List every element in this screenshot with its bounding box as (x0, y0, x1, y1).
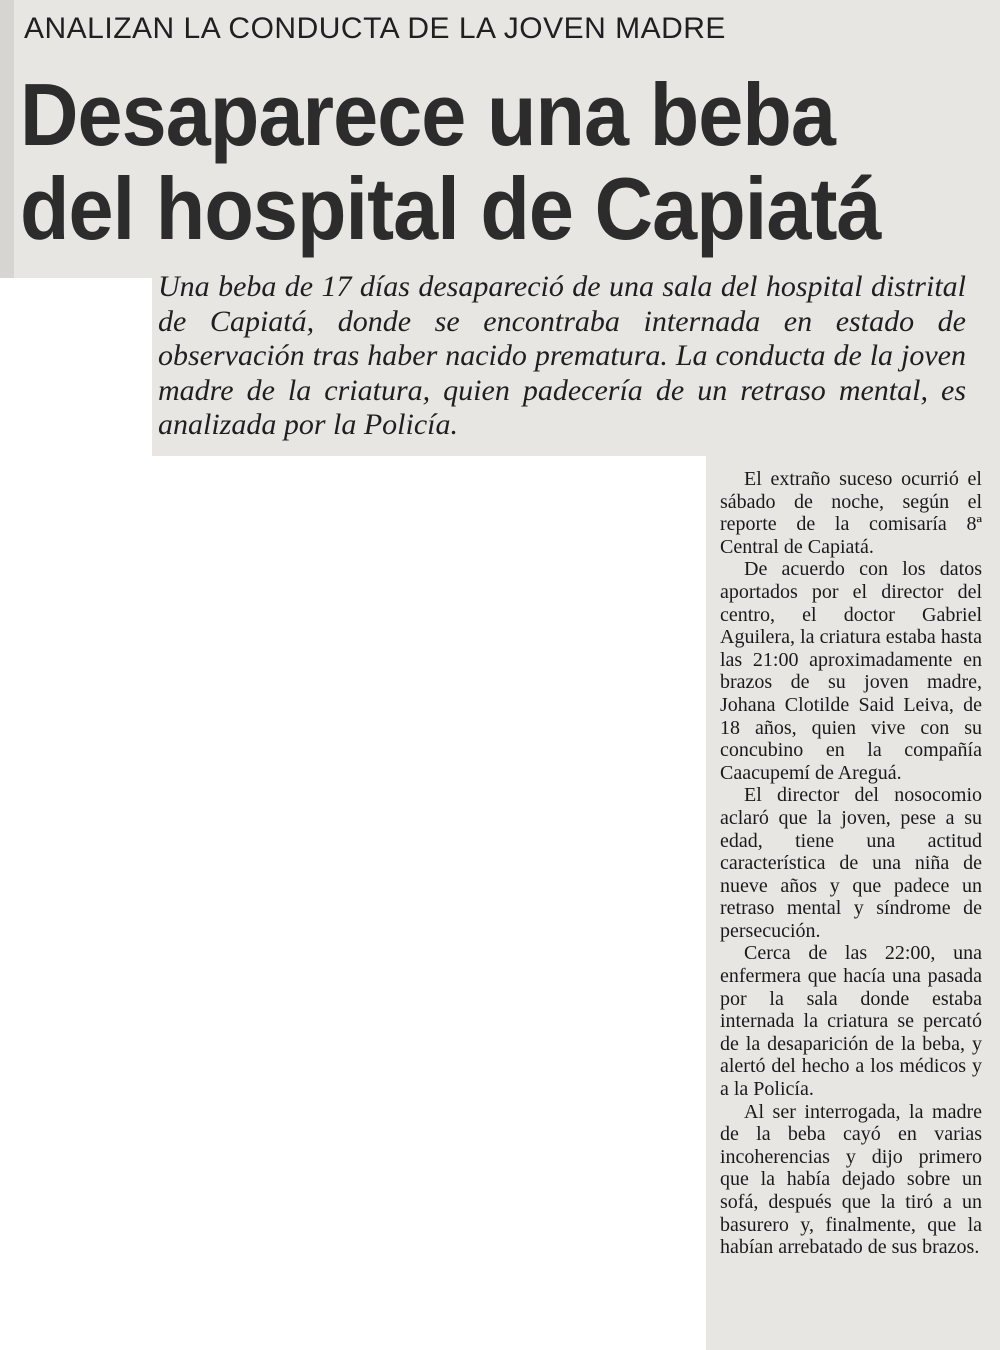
article-kicker: ANALIZAN LA CONDUCTA DE LA JOVEN MADRE (24, 12, 726, 45)
article-lede: Una beba de 17 días desapareció de una sala del hospital distrital de Capiatá, donde se encontraba internada en estado de observación tras haber nacido prematura. La conducta de la joven madre de la criatura, quien padecería de un retraso mental, es analizada por la Policía. (158, 270, 966, 442)
body-paragraph: Al ser interrogada, la madre de la beba cayó en varias incoherencias y dijo primero que la había dejado sobre un sofá, después que la tiró a un basurero y, finalmente, que la habían arrebatado de sus brazos. (720, 1100, 982, 1259)
headline-line-1: Desaparece una beba (20, 65, 836, 164)
article-headline (20, 65, 917, 258)
headline-line-2: del hospital de Capiatá (20, 159, 881, 258)
body-paragraph: Cerca de las 22:00, una enfermera que hacía una pasada por la sala donde estaba internada la criatura se percató de la desaparición de la beba, y alertó del hecho a los médicos y a la Policía. (720, 942, 982, 1101)
clipping-edge (0, 0, 14, 278)
body-paragraph: El director del nosocomio aclaró que la joven, pese a su edad, tiene una actitud característica de una niña de nueve años y que padece un retraso mental y síndrome de persecución. (720, 784, 982, 942)
article-body (720, 468, 982, 1259)
body-paragraph: De acuerdo con los datos aportados por el director del centro, el doctor Gabriel Aguilera, la criatura estaba hasta las 21:00 aproximadamente en brazos de su joven madre, Johana Clotilde Said Leiva, de 18 años, quien vive con su concubino en la compañía Caacupemí de Areguá. (720, 558, 982, 784)
body-paragraph: El extraño suceso ocurrió el sábado de noche, según el reporte de la comisaría 8ª Central de Capiatá. (720, 468, 982, 558)
